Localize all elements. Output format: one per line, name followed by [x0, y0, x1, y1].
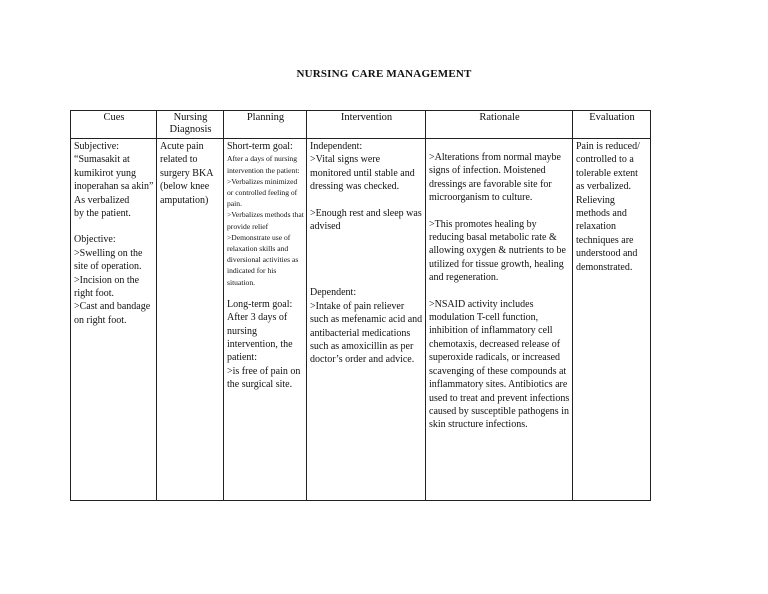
short-term-item: >Demonstrate use of relaxation skills and diversional activities as indicated for his situation. — [227, 232, 299, 287]
long-term-goal-label: Long-term goal: — [227, 298, 293, 310]
page-title: NURSING CARE MANAGEMENT — [296, 68, 472, 80]
rationale-healing: >This promotes healing by reducing basal metabolic rate & allowing oxygen & nutrients to be utilized for tissue growth, healing and regeneration. — [429, 218, 566, 284]
header-row — [71, 111, 651, 139]
diagnosis-text: Acute pain related to surgery BKA (below knee amputation) — [160, 141, 213, 206]
subjective-label: Subjective: — [74, 141, 119, 152]
nursing-diagnosis-cell — [157, 139, 224, 501]
column-header-rationale: Rationale — [426, 111, 573, 139]
intervention-vital-signs: >Vital signs were monitored until stable and dressing was checked. — [310, 154, 415, 193]
evaluation-text: Pain is reduced/ controlled to a tolerable extent as verbalized. Relieving methods and relaxation techniques are understood and demonstrated. — [576, 141, 640, 273]
column-header-evaluation: Evaluation — [573, 111, 651, 139]
objective-label: Objective: — [74, 234, 116, 246]
long-term-goal-text: After 3 days of nursing intervention, the patient: — [227, 312, 293, 364]
table-row — [71, 139, 651, 501]
column-header-cues: Cues — [71, 111, 157, 139]
objective-cast: >Cast and bandage on right foot. — [74, 301, 151, 326]
evaluation-cell — [573, 139, 651, 501]
subjective-verbalized: As verbalized — [74, 194, 130, 206]
column-header-nursing-diagnosis: Nursing Diagnosis — [157, 111, 224, 139]
intervention-rest: >Enough rest and sleep was advised — [310, 207, 422, 233]
objective-incision: >Incision on the right foot. — [74, 274, 140, 300]
intervention-pain-reliever: >Intake of pain reliever such as mefenamic acid and antibacterial medications such as amoxicillin as per doctor’s order and advice. — [310, 300, 423, 366]
cues-cell — [71, 139, 157, 501]
care-plan-table — [70, 110, 651, 501]
dependent-label: Dependent: — [310, 287, 357, 299]
short-term-goal-label: Short-term goal: — [227, 141, 293, 152]
subjective-by-patient: by the patient. — [74, 208, 131, 220]
objective-swelling: >Swelling on the site of operation. — [74, 247, 143, 273]
rationale-cell — [426, 139, 573, 501]
short-term-item: >Verbalizes methods that provide relief — [227, 210, 304, 231]
independent-label: Independent: — [310, 141, 363, 152]
short-term-item: >Verbalizes minimized or controlled feeling of pain. — [227, 176, 298, 209]
rationale-alterations: >Alterations from normal maybe signs of infection. Moistened dressings are favorable site for microorganism to culture. — [429, 152, 561, 204]
planning-cell — [224, 139, 307, 501]
column-header-intervention: Intervention — [307, 111, 426, 139]
short-term-intro: After a days of nursing intervention the patient: — [227, 154, 300, 175]
column-header-planning: Planning — [224, 111, 307, 139]
subjective-quote: “Sumasakit at kumikirot yung inoperahan sa akin” — [74, 154, 154, 193]
intervention-cell — [307, 139, 426, 501]
rationale-nsaid: >NSAID activity includes modulation T-cell function, inhibition of inflammatory cell chemotaxis, decreased release of superoxide radicals, or increased scavenging of these compounds at inflammatory sites. Antibiotics are used to treat and prevent infections caused by susceptible pathogens in skin structure infections. — [429, 298, 570, 431]
long-term-goal-item: >is free of pain on the surgical site. — [227, 365, 301, 391]
